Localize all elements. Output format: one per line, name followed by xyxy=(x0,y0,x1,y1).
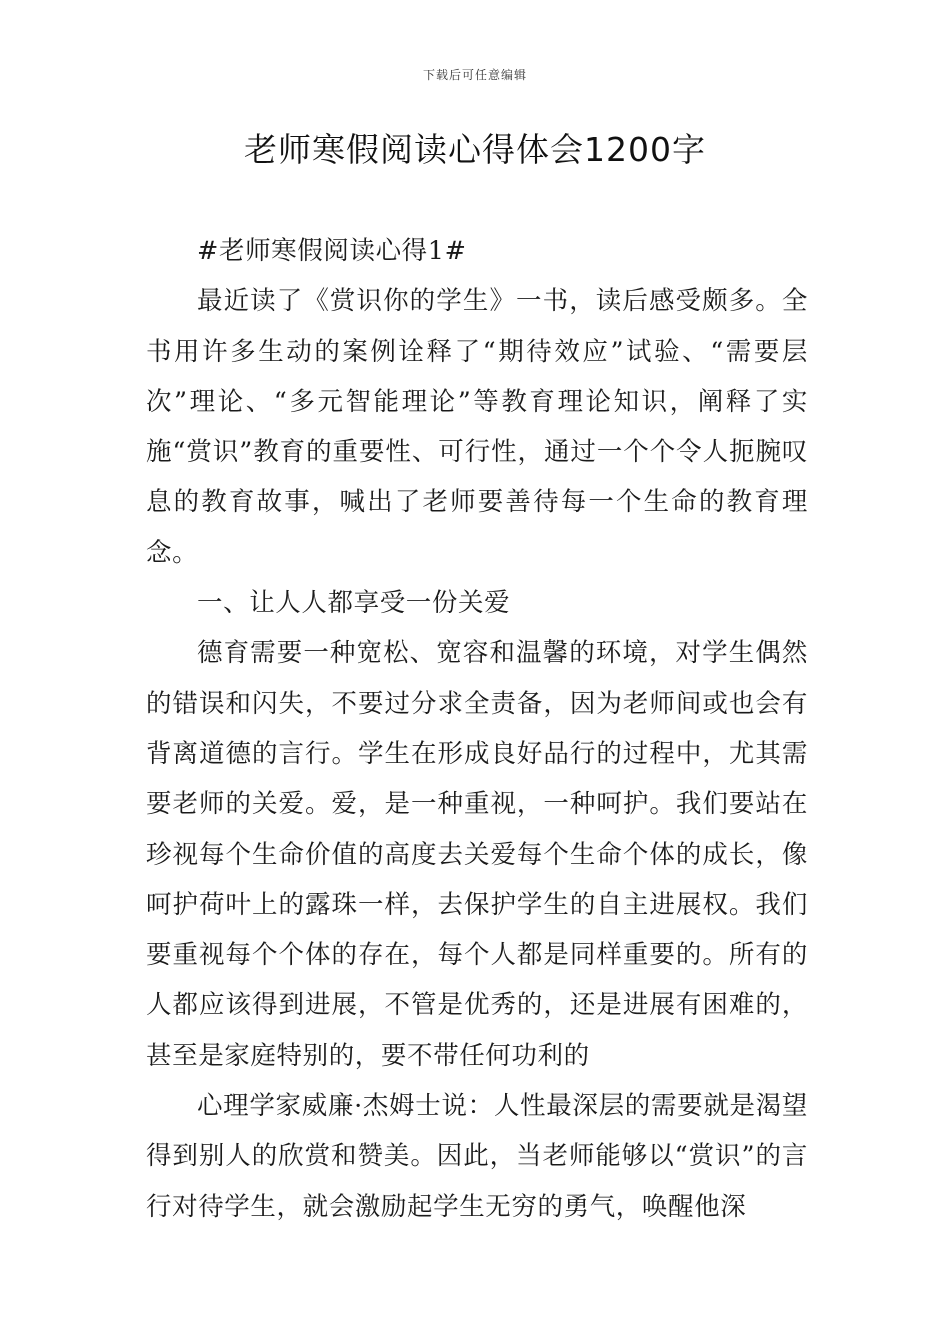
section-heading: #老师寒假阅读心得1# xyxy=(197,236,467,266)
paragraph: 心理学家威廉·杰姆士说：人性最深层的需要就是渴望得到别人的欣赏和赞美。因此，当老师能够以“赏识”的言行对待学生，就会激励起学生无穷的勇气，唤醒他深 xyxy=(146,1091,808,1222)
document-body xyxy=(146,226,808,1232)
document-title: 老师寒假阅读心得体会1200字 xyxy=(244,130,706,169)
paragraph: 德育需要一种宽松、宽容和温馨的环境，对学生偶然的错误和闪失，不要过分求全责备，因为老师间或也会有背离道德的言行。学生在形成良好品行的过程中，尤其需要老师的关爱。爱，是一种重视，一种呵护。我们要站在珍视每个生命价值的高度去关爱每个生命个体的成长，像呵护荷叶上的露珠一样，去保护学生的自主进展权。我们要重视每个个体的存在，每个人都是同样重要的。所有的人都应该得到进展，不管是优秀的，还是进展有困难的，甚至是家庭特别的，要不带任何功利的 xyxy=(146,638,808,1071)
paragraph: 最近读了《赏识你的学生》一书，读后感受颇多。全书用许多生动的案例诠释了“期待效应”试验、“需要层次”理论、“多元智能理论”等教育理论知识，阐释了实施“赏识”教育的重要性、可行性，通过一个个令人扼腕叹息的教育故事，喊出了老师要善待每一个生命的教育理念。 xyxy=(146,286,808,568)
subsection-heading: 一、让人人都享受一份关爱 xyxy=(197,588,511,619)
header-note: 下载后可任意编辑 xyxy=(422,68,527,82)
